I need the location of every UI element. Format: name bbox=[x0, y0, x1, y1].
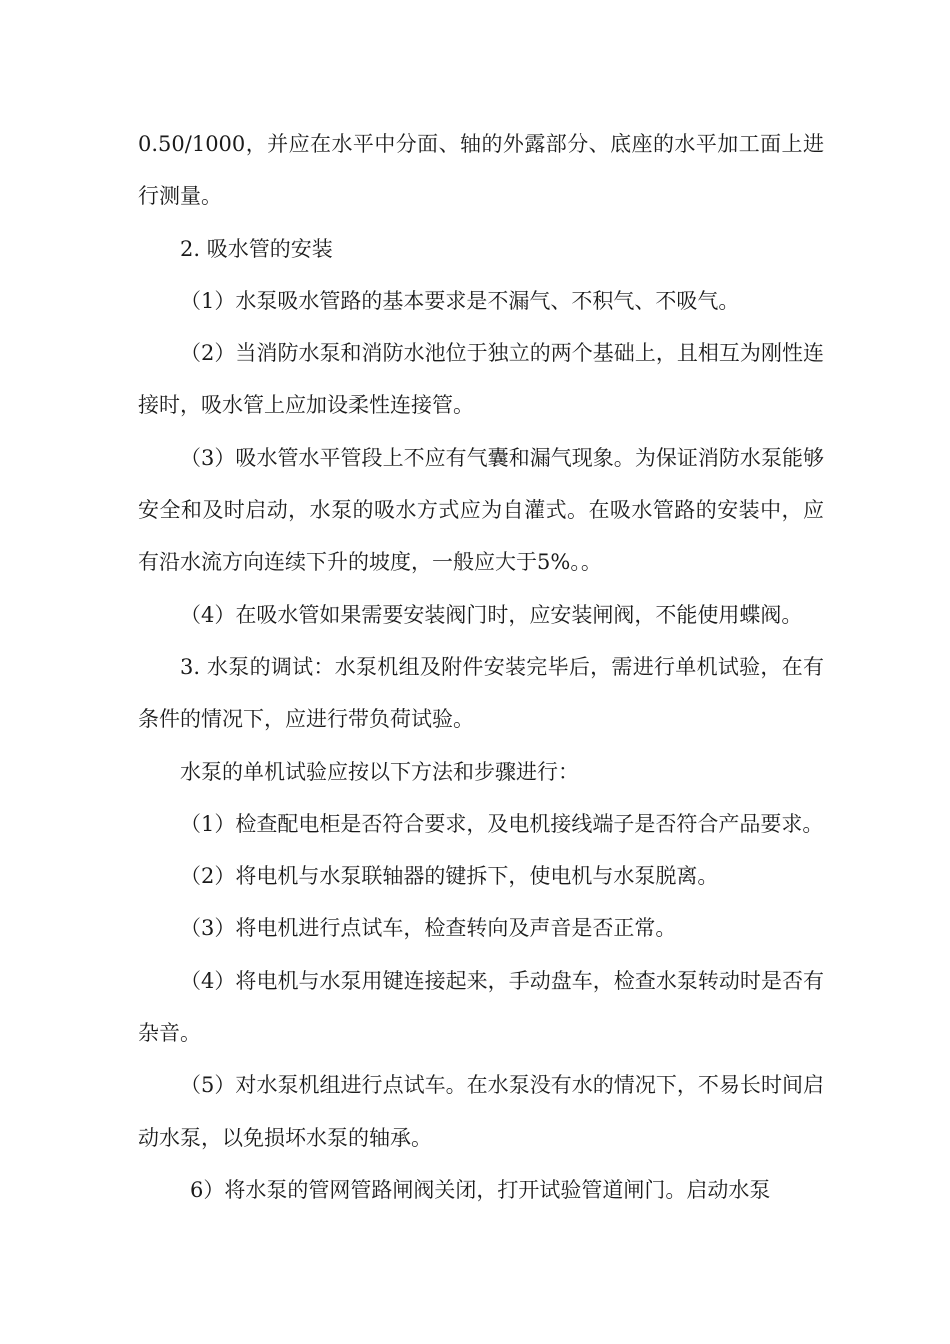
paragraph-suction-item-3: （3）吸水管水平管段上不应有气囊和漏气现象。为保证消防水泵能够安全和及时启动，水泵的吸水方式应为自灌式。在吸水管路的安装中，应有沿水流方向连续下升的坡度，一般应大于5%。。 bbox=[138, 445, 824, 575]
paragraph-test-step-6: 6）将水泵的管网管路闸阀关闭，打开试验管道闸门。启动水泵 bbox=[190, 1177, 771, 1202]
heading-suction-pipe-installation: 2. 吸水管的安装 bbox=[180, 236, 333, 261]
paragraph-test-step-4: （4）将电机与水泵用键连接起来，手动盘车，检查水泵转动时是否有杂音。 bbox=[138, 968, 824, 1046]
paragraph-single-test-intro: 水泵的单机试验应按以下方法和步骤进行： bbox=[180, 759, 579, 784]
paragraph-suction-item-2: （2）当消防水泵和消防水池位于独立的两个基础上，且相互为刚性连接时，吸水管上应加设柔性连接管。 bbox=[138, 341, 824, 418]
document-body bbox=[138, 118, 824, 1216]
paragraph-measurement-continued: 0.50/1000，并应在水平中分面、轴的外露部分、底座的水平加工面上进行测量。 bbox=[138, 132, 824, 209]
heading-pump-commissioning: 3. 水泵的调试：水泵机组及附件安装完毕后，需进行单机试验，在有条件的情况下，应进行带负荷试验。 bbox=[138, 654, 824, 732]
paragraph-suction-item-4: （4）在吸水管如果需要安装阀门时，应安装闸阀，不能使用蝶阀。 bbox=[180, 602, 803, 627]
paragraph-test-step-3: （3）将电机进行点试车，检查转向及声音是否正常。 bbox=[180, 916, 677, 941]
paragraph-test-step-5: （5）对水泵机组进行点试车。在水泵没有水的情况下，不易长时间启动水泵，以免损坏水泵的轴承。 bbox=[138, 1073, 824, 1150]
paragraph-suction-item-1: （1）水泵吸水管路的基本要求是不漏气、不积气、不吸气。 bbox=[180, 288, 740, 313]
paragraph-test-step-2: （2）将电机与水泵联轴器的键拆下，使电机与水泵脱离。 bbox=[180, 864, 719, 889]
paragraph-test-step-1: （1）检查配电柜是否符合要求，及电机接线端子是否符合产品要求。 bbox=[180, 811, 824, 836]
